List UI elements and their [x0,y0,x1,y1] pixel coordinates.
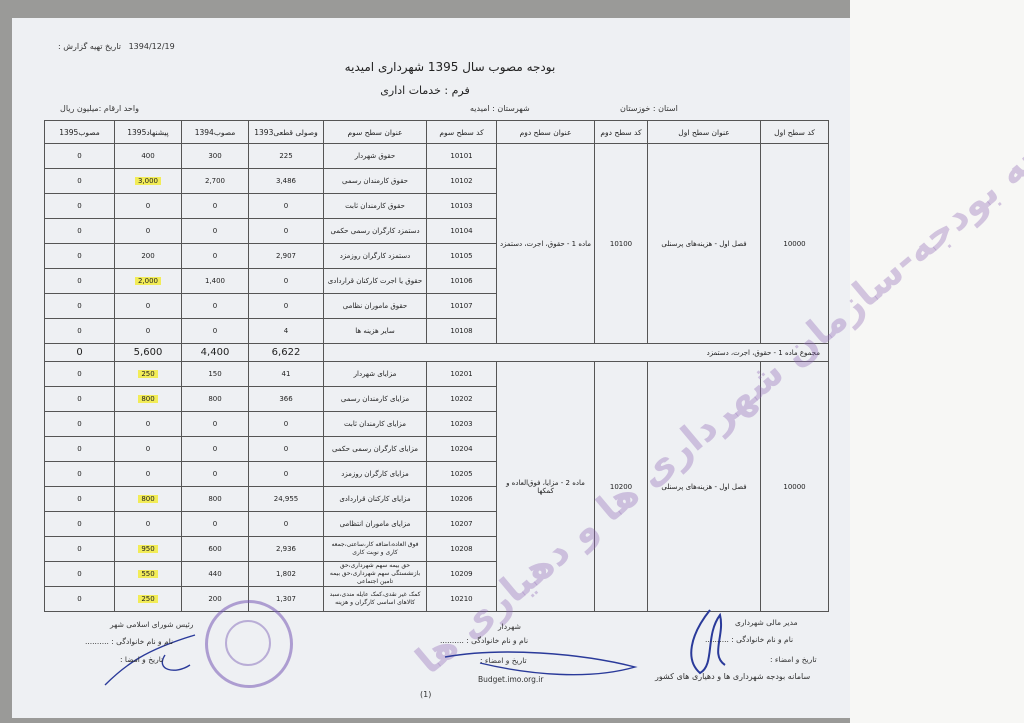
proposed-1395-cell [115,362,182,387]
column-header: عنوان سطح دوم [497,121,595,144]
proposed-1395-cell [115,537,182,562]
column-header: کد سطح اول [761,121,829,144]
level1-code: 10000 [761,144,829,344]
council-date: تاریخ و امضا : [120,655,164,664]
level3-code: 10203 [427,412,497,437]
proposed-1395-cell [115,387,182,412]
level3-title: مزایای کارکنان قراردادی [324,487,427,512]
total-label: مجموع ماده 1 - حقوق، اجرت، دستمزد [324,344,829,362]
level3-title: حقوق یا اجرت کارکنان قراردادی [324,269,427,294]
proposed-1395-value: 0 [145,302,151,310]
table-row [45,362,829,387]
province-label: استان : خوزستان [620,104,678,113]
collected-1393: 0 [249,437,324,462]
proposed-1395-cell [115,437,182,462]
total-row [45,344,829,362]
approved-1394: 0 [182,412,249,437]
level3-code: 10106 [427,269,497,294]
proposed-1395-cell [115,244,182,269]
proposed-1395-value: 0 [145,202,151,210]
level3-title: فوق العاده،اضافه کار،ساعتی،جمعه کاری و نوبت کاری [324,537,427,562]
collected-1393: 0 [249,294,324,319]
level3-code: 10202 [427,387,497,412]
column-header: کد سطح دوم [595,121,648,144]
level3-title: دستمزد کارگران روزمزد [324,244,427,269]
level3-code: 10204 [427,437,497,462]
approved-1394: 0 [182,294,249,319]
level3-code: 10104 [427,219,497,244]
report-date [58,42,175,51]
scan-margin [850,0,1024,723]
level2-code: 10100 [595,144,648,344]
collected-1393: 1,307 [249,587,324,612]
proposed-1395-value: 0 [145,520,151,528]
approved-1395: 0 [45,194,115,219]
proposed-1395-value: 3,000 [135,177,161,185]
level3-title: دستمزد کارگران رسمی حکمی [324,219,427,244]
proposed-1395-value: 0 [145,445,151,453]
collected-1393: 2,936 [249,537,324,562]
approved-1395: 0 [45,219,115,244]
collected-1393: 225 [249,144,324,169]
proposed-1395-value: 250 [138,370,157,378]
collected-1393: 1,802 [249,562,324,587]
approved-1395: 0 [45,562,115,587]
mayor-name: نام و نام خانوادگی : .......... [440,636,529,645]
finance-title: مدیر مالی شهرداری [735,618,798,627]
form-name: فرم : خدمات اداری [380,84,470,97]
collected-1393: 0 [249,462,324,487]
proposed-1395-cell [115,462,182,487]
approved-1394: 440 [182,562,249,587]
document-title: بودجه مصوب سال 1395 شهرداری امیدیه [344,60,556,74]
approved-1394: 800 [182,487,249,512]
level3-code: 10208 [427,537,497,562]
level3-code: 10102 [427,169,497,194]
approved-1395: 0 [45,169,115,194]
approved-1395: 0 [45,269,115,294]
level3-title: مزایای کارگران رسمی حکمی [324,437,427,462]
level3-code: 10201 [427,362,497,387]
proposed-1395-value: 2,000 [135,277,161,285]
level3-title: مزایای کارگران روزمزد [324,462,427,487]
proposed-1395-cell [115,487,182,512]
approved-1394: 0 [182,462,249,487]
approved-1395: 0 [45,244,115,269]
proposed-1395-cell [115,169,182,194]
collected-1393: 24,955 [249,487,324,512]
level3-title: حقوق کارمندان ثابت [324,194,427,219]
column-header: مصوب1395 [45,121,115,144]
proposed-1395-value: 200 [141,252,155,260]
level1-title: فصل اول - هزینه‌های پرسنلی [648,144,761,344]
proposed-1395-cell [115,512,182,537]
approved-1394: 0 [182,219,249,244]
level2-title: ماده 2 - مزایا، فوق‌العاده و کمکها [497,362,595,612]
table-header-row [45,121,829,144]
proposed-1395-cell [115,319,182,344]
approved-1394: 0 [182,437,249,462]
collected-1393: 4 [249,319,324,344]
level3-title: سایر هزینه ها [324,319,427,344]
proposed-1395-cell [115,587,182,612]
level3-code: 10207 [427,512,497,537]
approved-1395: 0 [45,537,115,562]
level3-title: مزایای کارمندان ثابت [324,412,427,437]
approved-1394: 0 [182,244,249,269]
level3-title: حقوق ماموران نظامی [324,294,427,319]
units-label: واحد ارقام :میلیون ریال [60,104,139,113]
finance-name: نام و نام خانوادگی : .......... [705,635,794,644]
column-header: وصولی قطعی1393 [249,121,324,144]
council-seal-center [225,620,271,666]
approved-1395: 0 [45,512,115,537]
collected-1393: 0 [249,194,324,219]
column-header: عنوان سطح اول [648,121,761,144]
collected-1393: 0 [249,269,324,294]
collected-1393: 366 [249,387,324,412]
level2-code: 10200 [595,362,648,612]
collected-1393: 0 [249,219,324,244]
total-proposed-1395: 5,600 [115,344,182,362]
proposed-1395-cell [115,269,182,294]
council-name: نام و نام خانوادگی : .......... [85,637,174,646]
proposed-1395-value: 0 [145,227,151,235]
approved-1395: 0 [45,294,115,319]
approved-1394: 1,400 [182,269,249,294]
mayor-date: تاریخ و امضاء : [480,656,527,665]
level3-title: حقوق شهردار [324,144,427,169]
collected-1393: 0 [249,512,324,537]
proposed-1395-cell [115,562,182,587]
level3-code: 10209 [427,562,497,587]
collected-1393: 41 [249,362,324,387]
proposed-1395-value: 0 [145,470,151,478]
finance-date: تاریخ و امضاء : [770,655,817,664]
approved-1395: 0 [45,319,115,344]
proposed-1395-value: 800 [138,395,157,403]
approved-1394: 600 [182,537,249,562]
report-date-label: تاریخ تهیه گزارش : [58,42,121,51]
level3-code: 10108 [427,319,497,344]
mayor-title: شهردار [498,622,521,631]
proposed-1395-cell [115,144,182,169]
level3-code: 10210 [427,587,497,612]
approved-1395: 0 [45,362,115,387]
approved-1394: 0 [182,194,249,219]
county-label: شهرستان : امیدیه [470,104,530,113]
approved-1394: 300 [182,144,249,169]
level3-code: 10206 [427,487,497,512]
approved-1395: 0 [45,387,115,412]
website-text: Budget.imo.org.ir [478,675,544,684]
level3-code: 10105 [427,244,497,269]
approved-1394: 0 [182,512,249,537]
approved-1395: 0 [45,437,115,462]
column-header: عنوان سطح سوم [324,121,427,144]
approved-1395: 0 [45,487,115,512]
level3-title: حقوق کارمندان رسمی [324,169,427,194]
table-row [45,144,829,169]
page-number: (1) [420,690,432,699]
proposed-1395-cell [115,412,182,437]
collected-1393: 3,486 [249,169,324,194]
approved-1394: 200 [182,587,249,612]
level3-title: مزایای شهردار [324,362,427,387]
approved-1394: 2,700 [182,169,249,194]
level3-title: مزایای کارمندان رسمی [324,387,427,412]
proposed-1395-cell [115,194,182,219]
proposed-1395-value: 400 [141,152,155,160]
total-collected-1393: 6,622 [249,344,324,362]
proposed-1395-value: 950 [138,545,157,553]
level1-code: 10000 [761,362,829,612]
proposed-1395-cell [115,294,182,319]
total-approved-1395: 0 [45,344,115,362]
total-approved-1394: 4,400 [182,344,249,362]
approved-1395: 0 [45,412,115,437]
watermark-text: بودجه-سازمان شهرداری ها و دهیاری ها [407,169,1008,683]
approved-1394: 150 [182,362,249,387]
approved-1395: 0 [45,587,115,612]
proposed-1395-cell [115,219,182,244]
level3-title: کمک غیر نقدی،کمک عایله مندی،سبد کالاهای اساسی کارگران و هزینه [324,587,427,612]
level1-title: فصل اول - هزینه‌های پرسنلی [648,362,761,612]
column-header: مصوب1394 [182,121,249,144]
collected-1393: 2,907 [249,244,324,269]
council-title: رئیس شورای اسلامی شهر [110,620,194,629]
level3-title: مزایای ماموران انتظامی [324,512,427,537]
proposed-1395-value: 550 [138,570,157,578]
level3-code: 10101 [427,144,497,169]
proposed-1395-value: 250 [138,595,157,603]
level3-title: حق بیمه سهم شهرداری،حق بازنشستگی سهم شهرداری،حق بیمه تامین اجتماعی [324,562,427,587]
report-date-value: 1394/12/19 [128,42,175,51]
level3-code: 10103 [427,194,497,219]
budget-table [44,120,829,612]
approved-1395: 0 [45,462,115,487]
approved-1394: 0 [182,319,249,344]
proposed-1395-value: 800 [138,495,157,503]
level3-code: 10107 [427,294,497,319]
proposed-1395-value: 0 [145,327,151,335]
column-header: کد سطح سوم [427,121,497,144]
approved-1395: 0 [45,144,115,169]
system-name: سامانه بودجه شهرداری ها و دهیاری های کشور [655,672,811,681]
level3-code: 10205 [427,462,497,487]
column-header: پیشنهاد1395 [115,121,182,144]
level2-title: ماده 1 - حقوق، اجرت، دستمزد [497,144,595,344]
approved-1394: 800 [182,387,249,412]
proposed-1395-value: 0 [145,420,151,428]
collected-1393: 0 [249,412,324,437]
